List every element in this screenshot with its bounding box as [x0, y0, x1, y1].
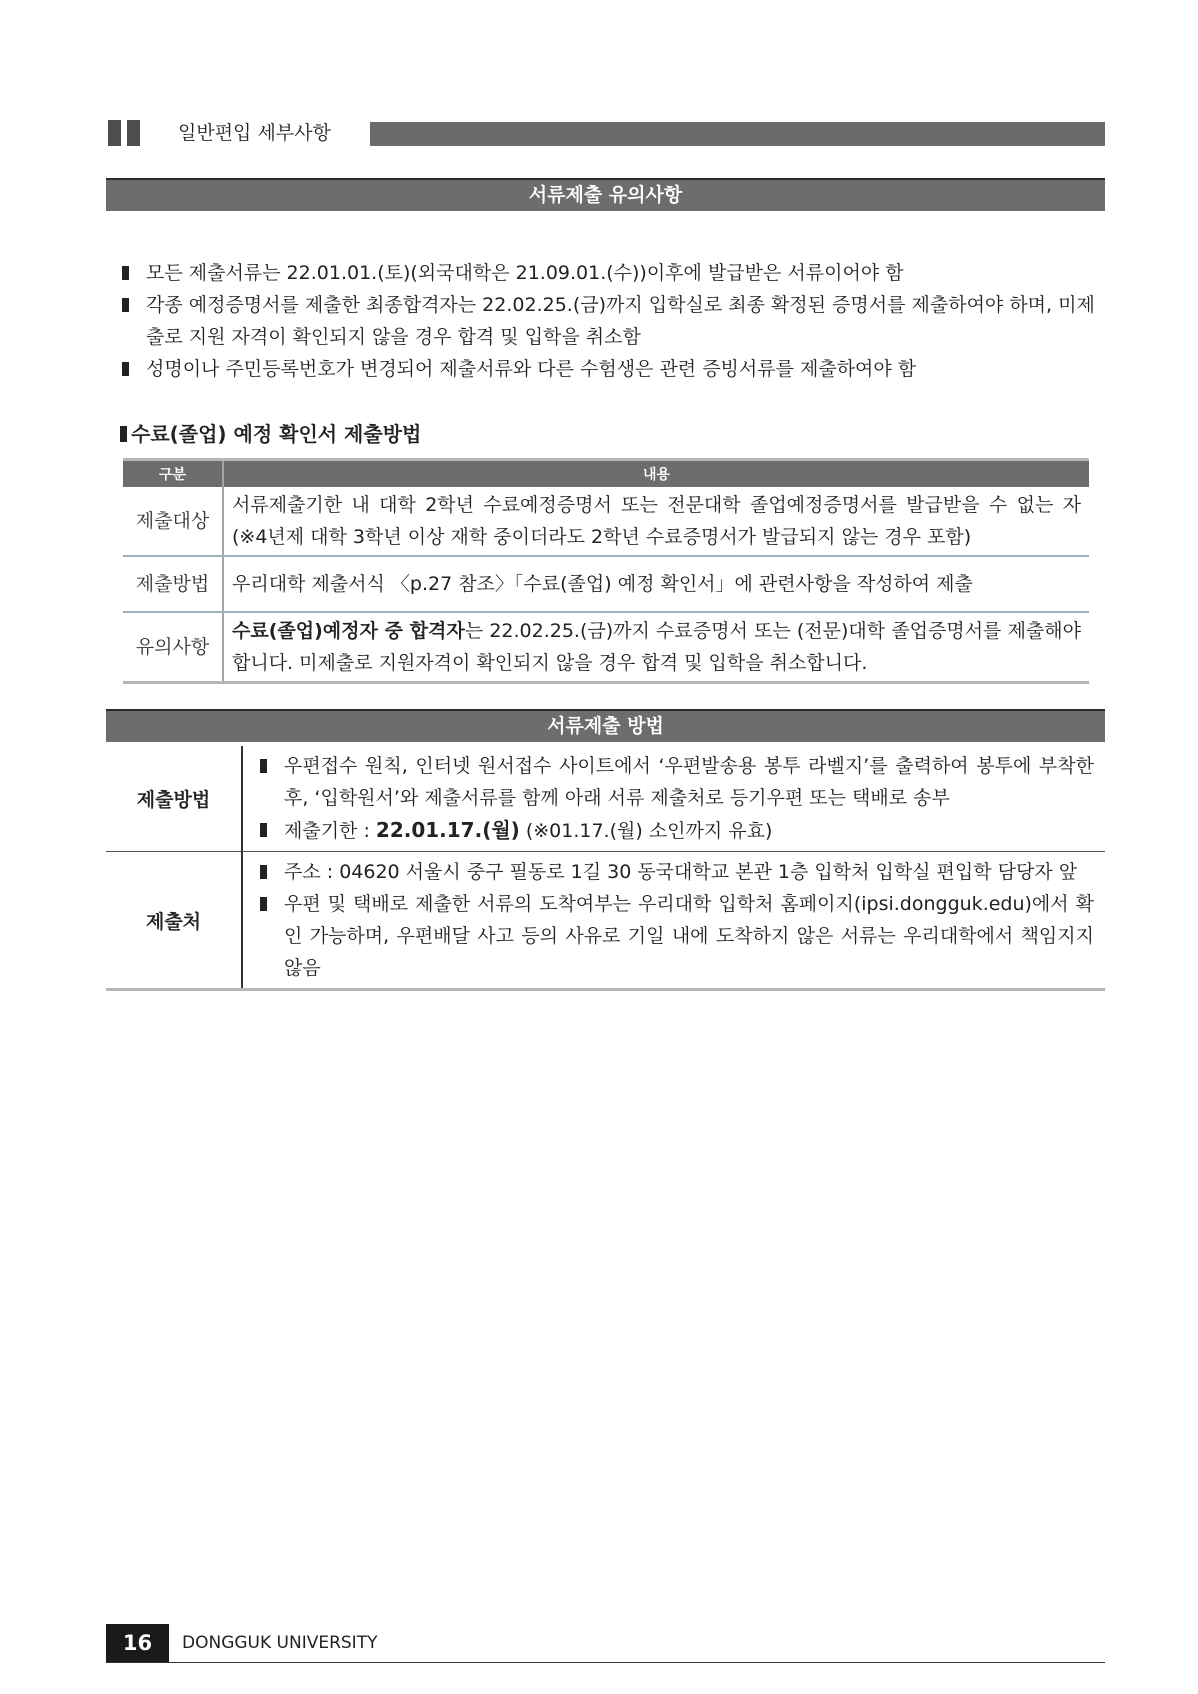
bullet-square-icon [260, 823, 267, 837]
table-header-row [123, 460, 1089, 488]
row-label: 제출방법 [106, 746, 242, 852]
table-row [123, 612, 1089, 683]
list-item: 제출기한 : 22.01.17.(월) (※01.17.(월) 소인까지 유효) [244, 814, 1104, 847]
list-item: 성명이나 주민등록번호가 변경되어 제출서류와 다른 수험생은 관련 증빙서류를 제출하여야 함 [120, 353, 1105, 385]
subsection-title: 수료(졸업) 예정 확인서 제출방법 [120, 418, 421, 450]
footer-university: DONGGUK UNIVERSITY [182, 1633, 378, 1653]
bullet-square-icon [122, 266, 129, 280]
table-row [106, 746, 1105, 852]
list-item: 각종 예정증명서를 제출한 최종합격자는 22.02.25.(금)까지 입학실로 최종 확정된 증명서를 제출하여야 하며, 미제출로 지원 자격이 확인되지 않을 경우 합격 및 입학을 취소함 [120, 289, 1105, 353]
page-header [108, 120, 1105, 146]
row-label: 유의사항 [123, 612, 223, 683]
submission-method-table [106, 746, 1105, 991]
section-title-notes: 서류제출 유의사항 [106, 178, 1105, 211]
list-item: 모든 제출서류는 22.01.01.(토)(외국대학은 21.09.01.(수))이후에 발급받은 서류이어야 함 [120, 257, 1105, 289]
bullet-square-icon [260, 759, 267, 773]
list-item: 우편접수 원칙, 인터넷 원서접수 사이트에서 ‘우편발송용 봉투 라벨지’를 출력하여 봉투에 부착한 후, ‘입학원서’와 제출서류를 함께 아래 서류 제출처로 등기우편 또는 택배로 송부 [244, 750, 1104, 814]
header-fill-bar [370, 122, 1105, 146]
header-bar-mark [108, 120, 121, 146]
column-header: 내용 [223, 460, 1089, 488]
page-number: 16 [106, 1624, 169, 1662]
row-content [242, 746, 1105, 852]
bullet-square-icon [120, 426, 127, 442]
row-label: 제출처 [106, 852, 242, 990]
certificate-method-table [123, 458, 1089, 684]
header-bar-mark [127, 120, 140, 146]
bullet-square-icon [122, 298, 129, 312]
notes-list [120, 257, 1105, 385]
table-row [106, 852, 1105, 990]
row-label: 제출방법 [123, 556, 223, 612]
table-row [123, 556, 1089, 612]
bullet-square-icon [260, 865, 267, 879]
bullet-square-icon [122, 362, 129, 376]
row-content: 서류제출기한 내 대학 2학년 수료예정증명서 또는 전문대학 졸업예정증명서를 발급받을 수 없는 자 (※4년제 대학 3학년 이상 재학 중이더라도 2학년 수료증명서가 발급되지 않는 경우 포함) [223, 487, 1089, 556]
bullet-square-icon [260, 897, 267, 911]
page-footer [106, 1624, 1105, 1663]
row-content: 우리대학 제출서식 〈p.27 참조〉「수료(졸업) 예정 확인서」에 관련사항을 작성하여 제출 [223, 556, 1089, 612]
row-content [242, 852, 1105, 990]
list-item: 우편 및 택배로 제출한 서류의 도착여부는 우리대학 입학처 홈페이지(ipsi.dongguk.edu)에서 확인 가능하며, 우편배달 사고 등의 사유로 기일 내에 도착하지 않은 서류는 우리대학에서 책임지지 않음 [244, 888, 1104, 984]
row-content: 수료(졸업)예정자 중 합격자는 22.02.25.(금)까지 수료증명서 또는 (전문)대학 졸업증명서를 제출해야 합니다. 미제출로 지원자격이 확인되지 않을 경우 합격 및 입학을 취소합니다. [223, 612, 1089, 683]
column-header: 구분 [123, 460, 223, 488]
table-row [123, 487, 1089, 556]
list-item: 주소 : 04620 서울시 중구 필동로 1길 30 동국대학교 본관 1층 입학처 입학실 편입학 담당자 앞 [244, 856, 1104, 888]
row-label: 제출대상 [123, 487, 223, 556]
section-title-method: 서류제출 방법 [106, 709, 1105, 742]
header-title: 일반편입 세부사항 [178, 122, 331, 144]
